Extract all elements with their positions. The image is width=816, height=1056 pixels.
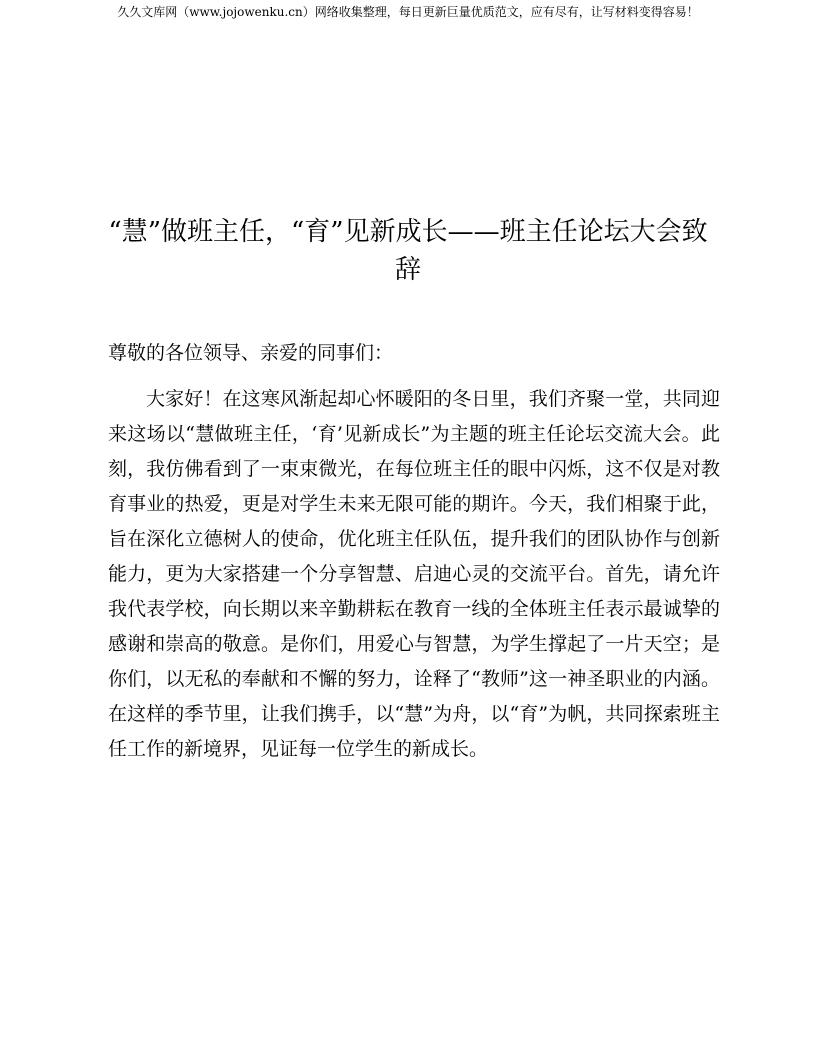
header-banner: 久久文库网（www.jojowenku.cn）网络收集整理，每日更新巨量优质范文，应有尽有，让写材料变得容易！ bbox=[117, 5, 699, 19]
body-paragraph: 大家好！在这寒风渐起却心怀暖阳的冬日里，我们齐聚一堂，共同迎来这场以“慧做班主任，‘育’见新成长”为主题的班主任论坛交流大会。此刻，我仿佛看到了一束束微光，在每位班主任的眼中闪烁，这不仅是对教育事业的热爱，更是对学生未来无限可能的期许。今天，我们相聚于此，旨在深化立德树人的使命，优化班主任队伍，提升我们的团队协作与创新能力，更为大家搭建一个分享智慧、启迪心灵的交流平台。首先，请允许我代表学校，向长期以来辛勤耕耘在教育一线的全体班主任表示最诚挚的感谢和崇高的敬意。是你们，用爱心与智慧，为学生撑起了一片天空；是你们，以无私的奉献和不懈的努力，诠释了“教师”这一神圣职业的内涵。在这样的季节里，让我们携手，以“慧”为舟，以“育”为帆，共同探索班主任工作的新境界，见证每一位学生的新成长。 bbox=[108, 388, 720, 760]
page-title: “慧”做班主任，“育”见新成长——班主任论坛大会致辞 bbox=[108, 217, 708, 285]
salutation: 尊敬的各位领导、亲爱的同事们： bbox=[108, 342, 394, 364]
